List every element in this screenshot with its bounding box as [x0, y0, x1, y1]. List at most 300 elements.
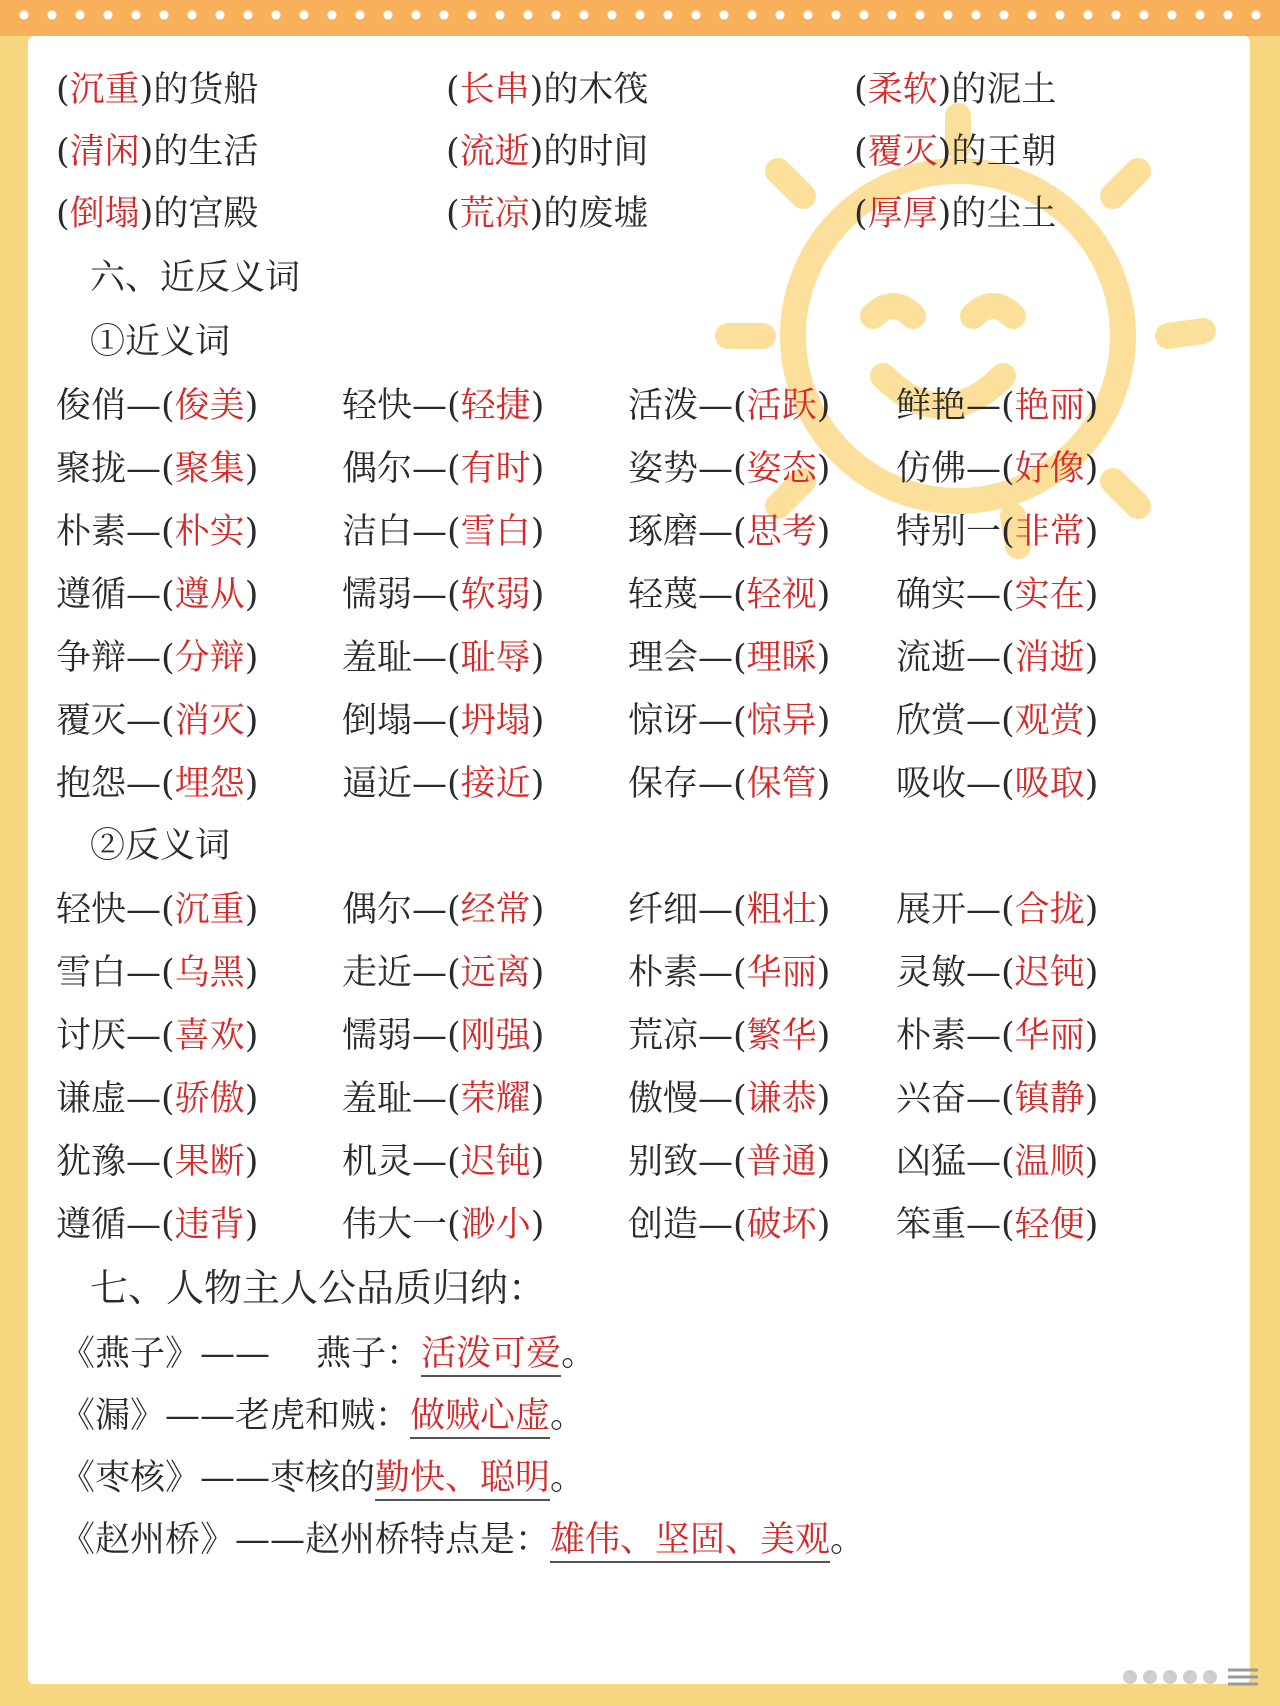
- dash: —: [126, 512, 162, 552]
- word-pair: [628, 439, 830, 499]
- word: 展开: [896, 890, 967, 930]
- word-pair: [628, 880, 830, 940]
- answer-word: 谦恭: [746, 1079, 817, 1119]
- dash: 一: [966, 512, 1002, 552]
- trait-end: 。: [830, 1520, 866, 1560]
- close-paren: ): [1084, 1079, 1099, 1119]
- dash: —: [966, 1205, 1002, 1245]
- phrase-cell: [854, 60, 1056, 120]
- close-paren: ): [244, 638, 259, 678]
- answer-word: 镇静: [1014, 1079, 1085, 1119]
- word-pair: [56, 880, 258, 940]
- open-paren: (: [56, 132, 70, 172]
- word-pair: [628, 1132, 830, 1192]
- dash: —: [966, 953, 1002, 993]
- word: 别致: [628, 1142, 699, 1182]
- word-pair: [56, 1132, 258, 1192]
- open-paren: (: [161, 386, 175, 426]
- word: 犹豫: [56, 1142, 127, 1182]
- close-paren: ): [530, 953, 545, 993]
- dash: —: [126, 386, 162, 426]
- word: 轻快: [342, 386, 413, 426]
- close-paren: ): [529, 194, 544, 234]
- dash: —: [412, 890, 448, 930]
- word: 走近: [342, 953, 413, 993]
- word: 倒塌: [342, 701, 413, 741]
- answer-word: 普通: [746, 1142, 817, 1182]
- dotted-border: [10, 8, 1270, 22]
- answer-word: 遵从: [174, 575, 245, 615]
- close-paren: ): [816, 1142, 831, 1182]
- open-paren: (: [446, 132, 460, 172]
- open-paren: (: [1001, 386, 1015, 426]
- dash: —: [698, 890, 734, 930]
- close-paren: ): [1084, 1142, 1099, 1182]
- word: 羞耻: [342, 638, 413, 678]
- close-paren: ): [816, 1205, 831, 1245]
- answer-word: 坍塌: [460, 701, 531, 741]
- word: 流逝: [896, 638, 967, 678]
- word-pair: [896, 376, 1098, 436]
- word: 朴素: [896, 1016, 967, 1056]
- word: 活泼: [628, 386, 699, 426]
- answer-word: 保管: [746, 764, 817, 804]
- word-pair: [628, 565, 830, 625]
- dash: —: [966, 575, 1002, 615]
- answer-word: 观赏: [1014, 701, 1085, 741]
- answer-word: 聚集: [174, 449, 245, 489]
- open-paren: (: [447, 701, 461, 741]
- answer-word: 渺小: [460, 1205, 531, 1245]
- answer-word: 惊异: [746, 701, 817, 741]
- dash: —: [966, 701, 1002, 741]
- phrase-answer: 清闲: [69, 132, 140, 172]
- close-paren: ): [139, 194, 154, 234]
- word-pair: [56, 1195, 258, 1255]
- answer-word: 经常: [460, 890, 531, 930]
- word-pair: [342, 376, 544, 436]
- word-pair: [628, 1006, 830, 1066]
- close-paren: ): [244, 1016, 259, 1056]
- answer-word: 果断: [174, 1142, 245, 1182]
- word-pair: [56, 439, 258, 499]
- phrase-cell: [56, 122, 258, 182]
- synonyms-title: ①近义词: [90, 322, 231, 362]
- word: 轻快: [56, 890, 127, 930]
- open-paren: (: [1001, 1205, 1015, 1245]
- word: 纤细: [628, 890, 699, 930]
- open-paren: (: [161, 512, 175, 552]
- close-paren: ): [530, 1142, 545, 1182]
- phrase-cell: [854, 184, 1056, 244]
- trait-end: 。: [561, 1334, 597, 1374]
- open-paren: (: [733, 953, 747, 993]
- word: 雪白: [56, 953, 127, 993]
- word: 机灵: [342, 1142, 413, 1182]
- word-pair: [628, 754, 830, 814]
- phrase-rest: 的尘土: [951, 194, 1057, 234]
- answer-word: 骄傲: [174, 1079, 245, 1119]
- dash: —: [126, 449, 162, 489]
- close-paren: ): [530, 449, 545, 489]
- open-paren: (: [161, 575, 175, 615]
- dash: —: [126, 890, 162, 930]
- close-paren: ): [244, 575, 259, 615]
- word: 确实: [896, 575, 967, 615]
- word-pair: [896, 943, 1098, 1003]
- close-paren: ): [816, 764, 831, 804]
- answer-word: 华丽: [746, 953, 817, 993]
- open-paren: (: [447, 1016, 461, 1056]
- word: 保存: [628, 764, 699, 804]
- dash: —: [698, 386, 734, 426]
- open-paren: (: [161, 701, 175, 741]
- word: 琢磨: [628, 512, 699, 552]
- close-paren: ): [1084, 764, 1099, 804]
- word: 吸收: [896, 764, 967, 804]
- trait-answer: 做贼心虚: [410, 1396, 550, 1439]
- open-paren: (: [733, 701, 747, 741]
- word: 羞耻: [342, 1079, 413, 1119]
- open-paren: (: [1001, 953, 1015, 993]
- open-paren: (: [1001, 449, 1015, 489]
- close-paren: ): [530, 701, 545, 741]
- answer-word: 迟钝: [460, 1142, 531, 1182]
- trait-prefix: 《燕子》—— 燕子：: [60, 1334, 422, 1374]
- word: 姿势: [628, 449, 699, 489]
- close-paren: ): [244, 449, 259, 489]
- close-paren: ): [244, 701, 259, 741]
- word-pair: [896, 565, 1098, 625]
- word-pair: [628, 502, 830, 562]
- close-paren: ): [816, 386, 831, 426]
- word-pair: [896, 1132, 1098, 1192]
- open-paren: (: [447, 890, 461, 930]
- close-paren: ): [816, 953, 831, 993]
- word-pair: [342, 1132, 544, 1192]
- word-pair: [342, 1006, 544, 1066]
- word: 遵循: [56, 1205, 127, 1245]
- close-paren: ): [244, 764, 259, 804]
- phrase-rest: 的王朝: [951, 132, 1057, 172]
- answer-word: 软弱: [460, 575, 531, 615]
- close-paren: ): [1084, 638, 1099, 678]
- open-paren: (: [733, 890, 747, 930]
- word: 鲜艳: [896, 386, 967, 426]
- word-pair: [628, 1195, 830, 1255]
- word-pair: [342, 565, 544, 625]
- dash: —: [412, 386, 448, 426]
- word-pair: [342, 1195, 544, 1255]
- word-pair: [342, 880, 544, 940]
- close-paren: ): [1084, 701, 1099, 741]
- open-paren: (: [1001, 1079, 1015, 1119]
- word: 兴奋: [896, 1079, 967, 1119]
- open-paren: (: [733, 1142, 747, 1182]
- word-pair: [896, 880, 1098, 940]
- open-paren: (: [446, 194, 460, 234]
- close-paren: ): [244, 1142, 259, 1182]
- dash: —: [412, 1142, 448, 1182]
- answer-word: 远离: [460, 953, 531, 993]
- open-paren: (: [733, 764, 747, 804]
- dash: —: [698, 1205, 734, 1245]
- dash: —: [126, 1205, 162, 1245]
- close-paren: ): [816, 512, 831, 552]
- dash: —: [126, 1016, 162, 1056]
- word-pair: [56, 376, 258, 436]
- phrase-answer: 沉重: [69, 70, 140, 110]
- dash: —: [126, 701, 162, 741]
- word-pair: [628, 1069, 830, 1129]
- phrase-cell: [854, 122, 1056, 182]
- word-pair: [342, 754, 544, 814]
- word: 谦虚: [56, 1079, 127, 1119]
- open-paren: (: [733, 575, 747, 615]
- dash: —: [698, 953, 734, 993]
- word: 讨厌: [56, 1016, 127, 1056]
- answer-word: 合拢: [1014, 890, 1085, 930]
- dash: —: [412, 512, 448, 552]
- trait-end: 。: [550, 1396, 586, 1436]
- word: 聚拢: [56, 449, 127, 489]
- close-paren: ): [530, 1016, 545, 1056]
- open-paren: (: [733, 1016, 747, 1056]
- word: 偶尔: [342, 449, 413, 489]
- close-paren: ): [937, 194, 952, 234]
- word-pair: [56, 1069, 258, 1129]
- close-paren: ): [1084, 1016, 1099, 1056]
- word: 欣赏: [896, 701, 967, 741]
- open-paren: (: [1001, 638, 1015, 678]
- worksheet-paper: [28, 36, 1250, 1684]
- phrase-rest: 的时间: [543, 132, 649, 172]
- open-paren: (: [1001, 512, 1015, 552]
- word: 覆灭: [56, 701, 127, 741]
- phrase-rest: 的宫殿: [153, 194, 259, 234]
- open-paren: (: [56, 70, 70, 110]
- dash: —: [698, 575, 734, 615]
- answer-word: 朴实: [174, 512, 245, 552]
- word: 朴素: [628, 953, 699, 993]
- answer-word: 繁华: [746, 1016, 817, 1056]
- open-paren: (: [1001, 764, 1015, 804]
- word-pair: [342, 943, 544, 1003]
- dash: —: [412, 1079, 448, 1119]
- word: 仿佛: [896, 449, 967, 489]
- word: 逼近: [342, 764, 413, 804]
- phrase-rest: 的泥土: [951, 70, 1057, 110]
- dash: —: [698, 701, 734, 741]
- dash: —: [412, 953, 448, 993]
- word-pair: [896, 1006, 1098, 1066]
- trait-prefix: 《赵州桥》——赵州桥特点是：: [60, 1520, 551, 1560]
- answer-word: 分辩: [174, 638, 245, 678]
- word: 伟大: [342, 1205, 413, 1245]
- open-paren: (: [161, 1205, 175, 1245]
- phrase-cell: [56, 184, 258, 244]
- word: 抱怨: [56, 764, 127, 804]
- word-pair: [896, 502, 1098, 562]
- open-paren: (: [447, 575, 461, 615]
- open-paren: (: [446, 70, 460, 110]
- word-pair: [342, 1069, 544, 1129]
- word-pair: [628, 628, 830, 688]
- open-paren: (: [1001, 1016, 1015, 1056]
- close-paren: ): [244, 512, 259, 552]
- answer-word: 实在: [1014, 575, 1085, 615]
- phrase-rest: 的生活: [153, 132, 259, 172]
- word-pair: [342, 628, 544, 688]
- dash: 一: [412, 1205, 448, 1245]
- word-pair: [342, 439, 544, 499]
- open-paren: (: [447, 953, 461, 993]
- answer-word: 有时: [460, 449, 531, 489]
- dash: —: [698, 638, 734, 678]
- dash: —: [966, 890, 1002, 930]
- close-paren: ): [1084, 386, 1099, 426]
- phrase-answer: 厚厚: [867, 194, 938, 234]
- close-paren: ): [244, 1079, 259, 1119]
- open-paren: (: [161, 1016, 175, 1056]
- trait-answer: 活泼可爱: [421, 1334, 561, 1377]
- trait-item: [60, 1448, 585, 1508]
- word: 特别: [896, 512, 967, 552]
- open-paren: (: [1001, 575, 1015, 615]
- word: 灵敏: [896, 953, 967, 993]
- phrase-cell: [56, 60, 258, 120]
- word-pair: [56, 502, 258, 562]
- close-paren: ): [530, 764, 545, 804]
- word: 惊讶: [628, 701, 699, 741]
- dash: —: [126, 1079, 162, 1119]
- open-paren: (: [447, 638, 461, 678]
- close-paren: ): [816, 638, 831, 678]
- answer-word: 艳丽: [1014, 386, 1085, 426]
- trait-answer: 雄伟、坚固、美观: [550, 1520, 830, 1563]
- close-paren: ): [530, 386, 545, 426]
- word-pair: [56, 565, 258, 625]
- close-paren: ): [529, 70, 544, 110]
- dash: —: [966, 449, 1002, 489]
- close-paren: ): [530, 890, 545, 930]
- close-paren: ): [244, 386, 259, 426]
- dash: —: [126, 638, 162, 678]
- word: 荒凉: [628, 1016, 699, 1056]
- phrase-answer: 倒塌: [69, 194, 140, 234]
- phrase-answer: 流逝: [459, 132, 530, 172]
- answer-word: 乌黑: [174, 953, 245, 993]
- answer-word: 轻捷: [460, 386, 531, 426]
- word: 遵循: [56, 575, 127, 615]
- phrase-answer: 荒凉: [459, 194, 530, 234]
- close-paren: ): [816, 890, 831, 930]
- phrase-rest: 的废墟: [543, 194, 649, 234]
- open-paren: (: [161, 1079, 175, 1119]
- open-paren: (: [161, 764, 175, 804]
- word-pair: [896, 1069, 1098, 1129]
- answer-word: 消灭: [174, 701, 245, 741]
- answer-word: 迟钝: [1014, 953, 1085, 993]
- answer-word: 俊美: [174, 386, 245, 426]
- top-band: [0, 0, 1280, 36]
- answer-word: 荣耀: [460, 1079, 531, 1119]
- phrase-answer: 柔软: [867, 70, 938, 110]
- answer-word: 埋怨: [174, 764, 245, 804]
- word: 轻蔑: [628, 575, 699, 615]
- word-pair: [896, 691, 1098, 751]
- open-paren: (: [733, 386, 747, 426]
- close-paren: ): [530, 1205, 545, 1245]
- open-paren: (: [447, 1142, 461, 1182]
- close-paren: ): [530, 512, 545, 552]
- open-paren: (: [161, 638, 175, 678]
- close-paren: ): [816, 449, 831, 489]
- answer-word: 活跃: [746, 386, 817, 426]
- dash: —: [412, 575, 448, 615]
- open-paren: (: [1001, 1142, 1015, 1182]
- word: 笨重: [896, 1205, 967, 1245]
- open-paren: (: [161, 953, 175, 993]
- answer-word: 喜欢: [174, 1016, 245, 1056]
- answer-word: 好像: [1014, 449, 1085, 489]
- open-paren: (: [733, 1205, 747, 1245]
- answer-word: 姿态: [746, 449, 817, 489]
- word: 凶猛: [896, 1142, 967, 1182]
- answer-word: 吸取: [1014, 764, 1085, 804]
- answer-word: 非常: [1014, 512, 1085, 552]
- phrase-cell: [446, 122, 648, 182]
- close-paren: ): [1084, 953, 1099, 993]
- close-paren: ): [244, 890, 259, 930]
- word: 偶尔: [342, 890, 413, 930]
- dash: —: [966, 1079, 1002, 1119]
- word-pair: [342, 502, 544, 562]
- close-paren: ): [244, 953, 259, 993]
- dash: —: [966, 1016, 1002, 1056]
- open-paren: (: [854, 132, 868, 172]
- dash: —: [698, 1079, 734, 1119]
- close-paren: ): [139, 132, 154, 172]
- word: 懦弱: [342, 575, 413, 615]
- word: 理会: [628, 638, 699, 678]
- open-paren: (: [854, 194, 868, 234]
- word-pair: [628, 691, 830, 751]
- answer-word: 温顺: [1014, 1142, 1085, 1182]
- word: 懦弱: [342, 1016, 413, 1056]
- answer-word: 轻视: [746, 575, 817, 615]
- word-pair: [56, 1006, 258, 1066]
- section-6-title: 六、近反义词: [90, 258, 301, 298]
- phrase-cell: [446, 184, 648, 244]
- open-paren: (: [447, 386, 461, 426]
- open-paren: (: [447, 1079, 461, 1119]
- dash: —: [698, 512, 734, 552]
- trait-item: [60, 1324, 596, 1384]
- word-pair: [56, 628, 258, 688]
- close-paren: ): [1084, 1205, 1099, 1245]
- answer-word: 刚强: [460, 1016, 531, 1056]
- open-paren: (: [161, 449, 175, 489]
- answer-word: 粗壮: [746, 890, 817, 930]
- word-pair: [896, 628, 1098, 688]
- antonyms-title: ②反义词: [90, 826, 231, 866]
- word: 争辩: [56, 638, 127, 678]
- word-pair: [896, 439, 1098, 499]
- close-paren: ): [530, 575, 545, 615]
- word-pair: [56, 754, 258, 814]
- close-paren: ): [529, 132, 544, 172]
